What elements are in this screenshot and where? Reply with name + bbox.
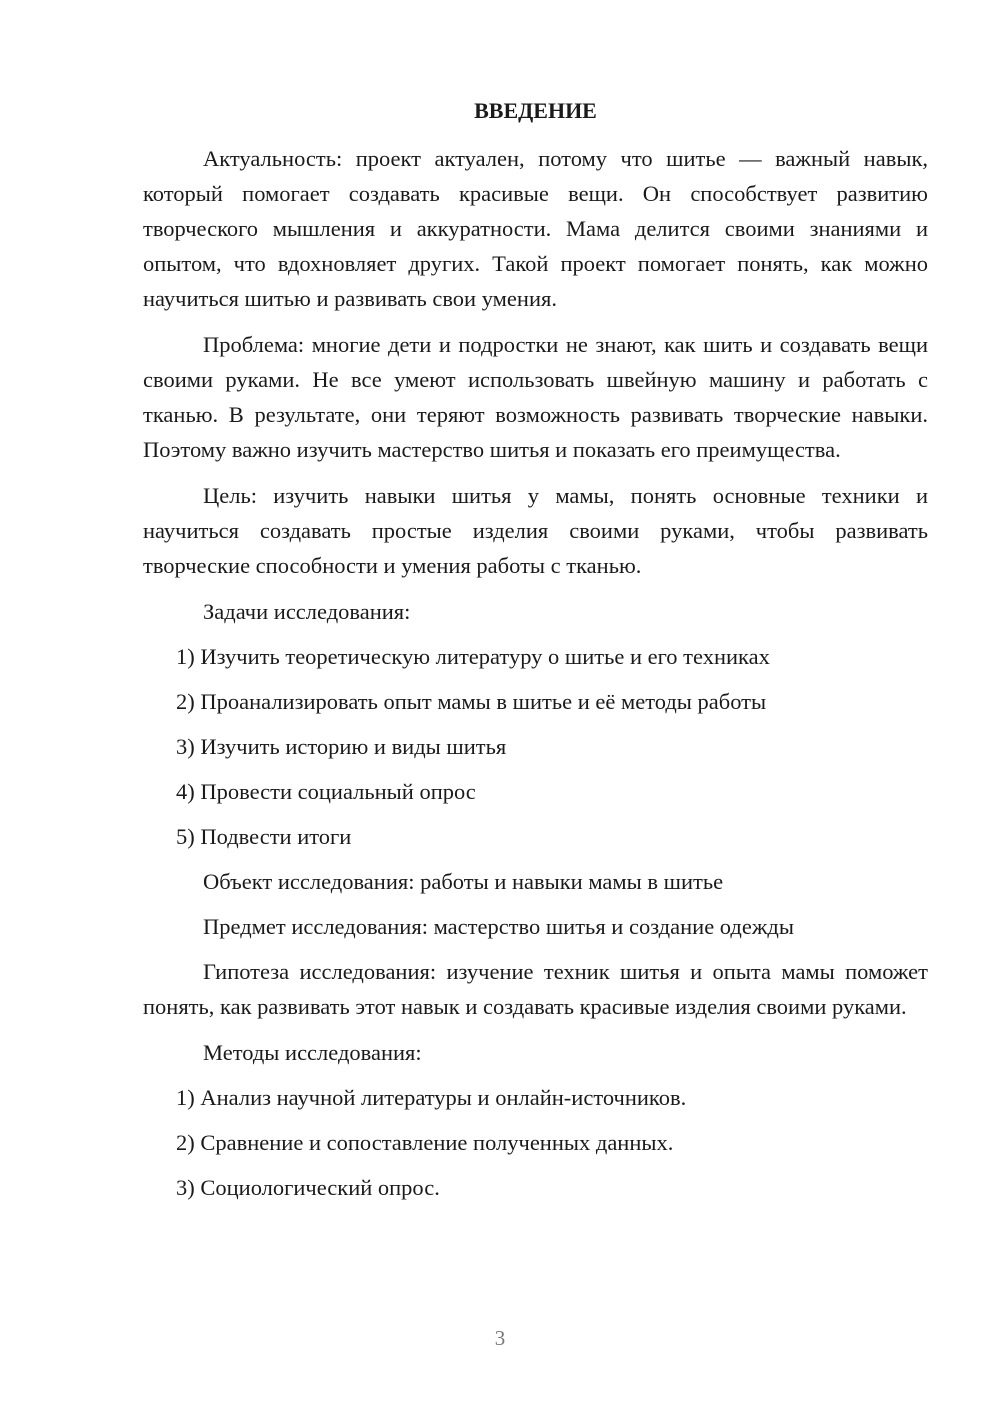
list-item: 3) Социологический опрос. xyxy=(176,1175,440,1200)
relevance-paragraph: Актуальность: проект актуален, потому что шитье — важный навык, который помогает создавать красивые вещи. Он способствует развитию творческого мышления и аккуратности. Мама делится своими знаниями и опытом, что вдохновляет других. Такой проект помогает понять, как можно научиться шитью и развивать свои умения. xyxy=(143,146,928,311)
page-title: ВВЕДЕНИЕ xyxy=(474,98,597,123)
methods-heading: Методы исследования: xyxy=(203,1040,422,1065)
list-item: 2) Сравнение и сопоставление полученных данных. xyxy=(176,1130,674,1155)
hypothesis-paragraph: Гипотеза исследования: изучение техник шитья и опыта мамы поможет понять, как развивать этот навык и создавать красивые изделия своими руками. xyxy=(143,959,928,1019)
list-item: 1) Анализ научной литературы и онлайн-источников. xyxy=(176,1085,687,1110)
list-item: 2) Проанализировать опыт мамы в шитье и её методы работы xyxy=(176,689,767,714)
methods-list xyxy=(143,1080,928,1205)
page-number: 3 xyxy=(494,1326,506,1350)
document-page xyxy=(143,96,928,1215)
research-subject: Предмет исследования: мастерство шитья и создание одежды xyxy=(203,914,794,939)
list-item: 1) Изучить теоретическую литературу о шитье и его техниках xyxy=(176,644,770,669)
list-item: 5) Подвести итоги xyxy=(176,824,352,849)
list-item: 4) Провести социальный опрос xyxy=(176,779,476,804)
problem-paragraph: Проблема: многие дети и подростки не знают, как шить и создавать вещи своими руками. Не все умеют использовать швейную машину и работать с тканью. В результате, они теряют возможность развивать творческие навыки. Поэтому важно изучить мастерство шитья и показать его преимущества. xyxy=(143,332,928,462)
goal-paragraph: Цель: изучить навыки шитья у мамы, понять основные техники и научиться создавать простые изделия своими руками, чтобы развивать творческие способности и умения работы с тканью. xyxy=(143,483,928,578)
list-item: 3) Изучить историю и виды шитья xyxy=(176,734,507,759)
research-object: Объект исследования: работы и навыки мамы в шитье xyxy=(203,869,724,894)
tasks-heading: Задачи исследования: xyxy=(203,599,411,624)
tasks-list xyxy=(143,639,928,854)
